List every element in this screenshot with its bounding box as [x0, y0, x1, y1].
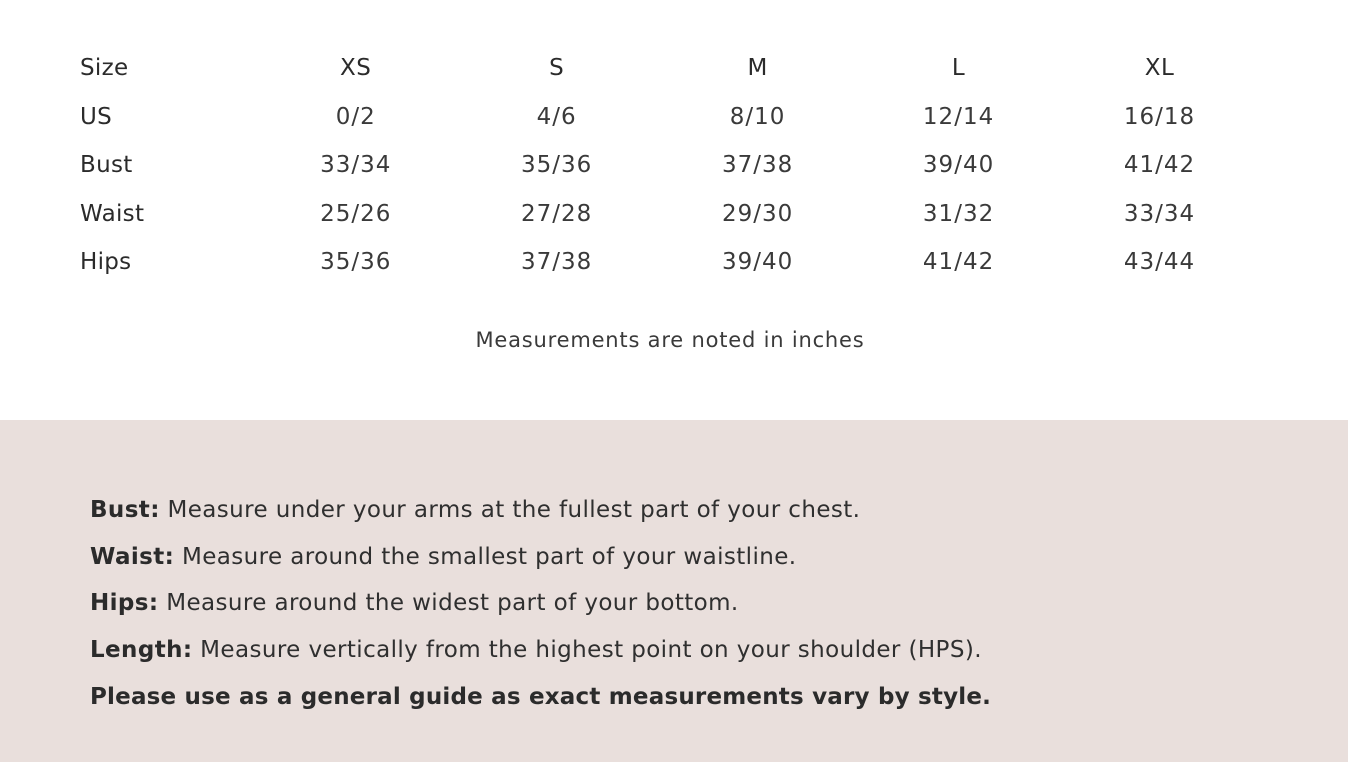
guide-text: Measure under your arms at the fullest part of your chest.	[159, 497, 861, 523]
table-cell: 27/28	[521, 200, 593, 227]
table-row-waist	[80, 190, 1260, 239]
table-cell: 12/14	[922, 103, 995, 130]
measurement-guide	[90, 492, 1290, 715]
size-header-m: M	[747, 55, 768, 82]
table-row-bust	[80, 141, 1260, 190]
size-table	[80, 44, 1260, 287]
row-label-bust: Bust	[80, 152, 133, 179]
guide-term: Hips:	[90, 590, 159, 617]
table-cell: 31/32	[922, 200, 995, 227]
row-label-us: US	[80, 103, 113, 130]
table-row-hips	[80, 238, 1260, 287]
guide-text: Measure around the widest part of your bottom.	[158, 590, 739, 617]
guide-item-length	[90, 632, 1290, 679]
size-header-xs: XS	[340, 55, 372, 82]
guide-text: Measure around the smallest part of your waistline.	[174, 543, 797, 570]
table-cell: 39/40	[922, 152, 995, 179]
guide-term: Length:	[90, 637, 193, 664]
table-cell: 33/34	[1123, 200, 1196, 227]
table-cell: 4/6	[536, 103, 577, 130]
size-header-l: L	[951, 55, 966, 82]
table-cell: 33/34	[320, 152, 392, 179]
table-cell: 35/36	[320, 249, 392, 276]
size-header-s: S	[549, 55, 565, 82]
size-header-xl: XL	[1144, 55, 1175, 82]
table-cell: 8/10	[729, 103, 786, 130]
guide-disclaimer: Please use as a general guide as exact measurements vary by style.	[90, 683, 992, 710]
guide-text: Measure vertically from the highest point on your shoulder (HPS).	[192, 637, 982, 664]
guide-item-waist	[90, 539, 1290, 586]
size-table-header-row	[80, 44, 1260, 93]
size-header-label: Size	[80, 55, 129, 82]
row-label-hips: Hips	[80, 249, 132, 276]
table-cell: 35/36	[521, 152, 593, 179]
table-row-us	[80, 93, 1260, 142]
table-cell: 37/38	[721, 152, 794, 179]
table-cell: 16/18	[1123, 103, 1196, 130]
table-cell: 37/38	[521, 249, 593, 276]
guide-term: Bust:	[90, 497, 160, 523]
table-cell: 0/2	[335, 103, 376, 130]
table-cell: 29/30	[721, 200, 794, 227]
table-cell: 25/26	[320, 200, 392, 227]
row-label-waist: Waist	[80, 200, 145, 227]
table-cell: 41/42	[1123, 152, 1196, 179]
table-cell: 39/40	[721, 249, 794, 276]
guide-term: Waist:	[90, 543, 175, 570]
table-cell: 41/42	[922, 249, 995, 276]
guide-item-hips	[90, 585, 1290, 632]
table-cell: 43/44	[1123, 249, 1196, 276]
units-note: Measurements are noted in inches	[475, 328, 865, 352]
guide-item-bust	[90, 492, 1290, 539]
measurement-guide-section	[0, 420, 1348, 762]
